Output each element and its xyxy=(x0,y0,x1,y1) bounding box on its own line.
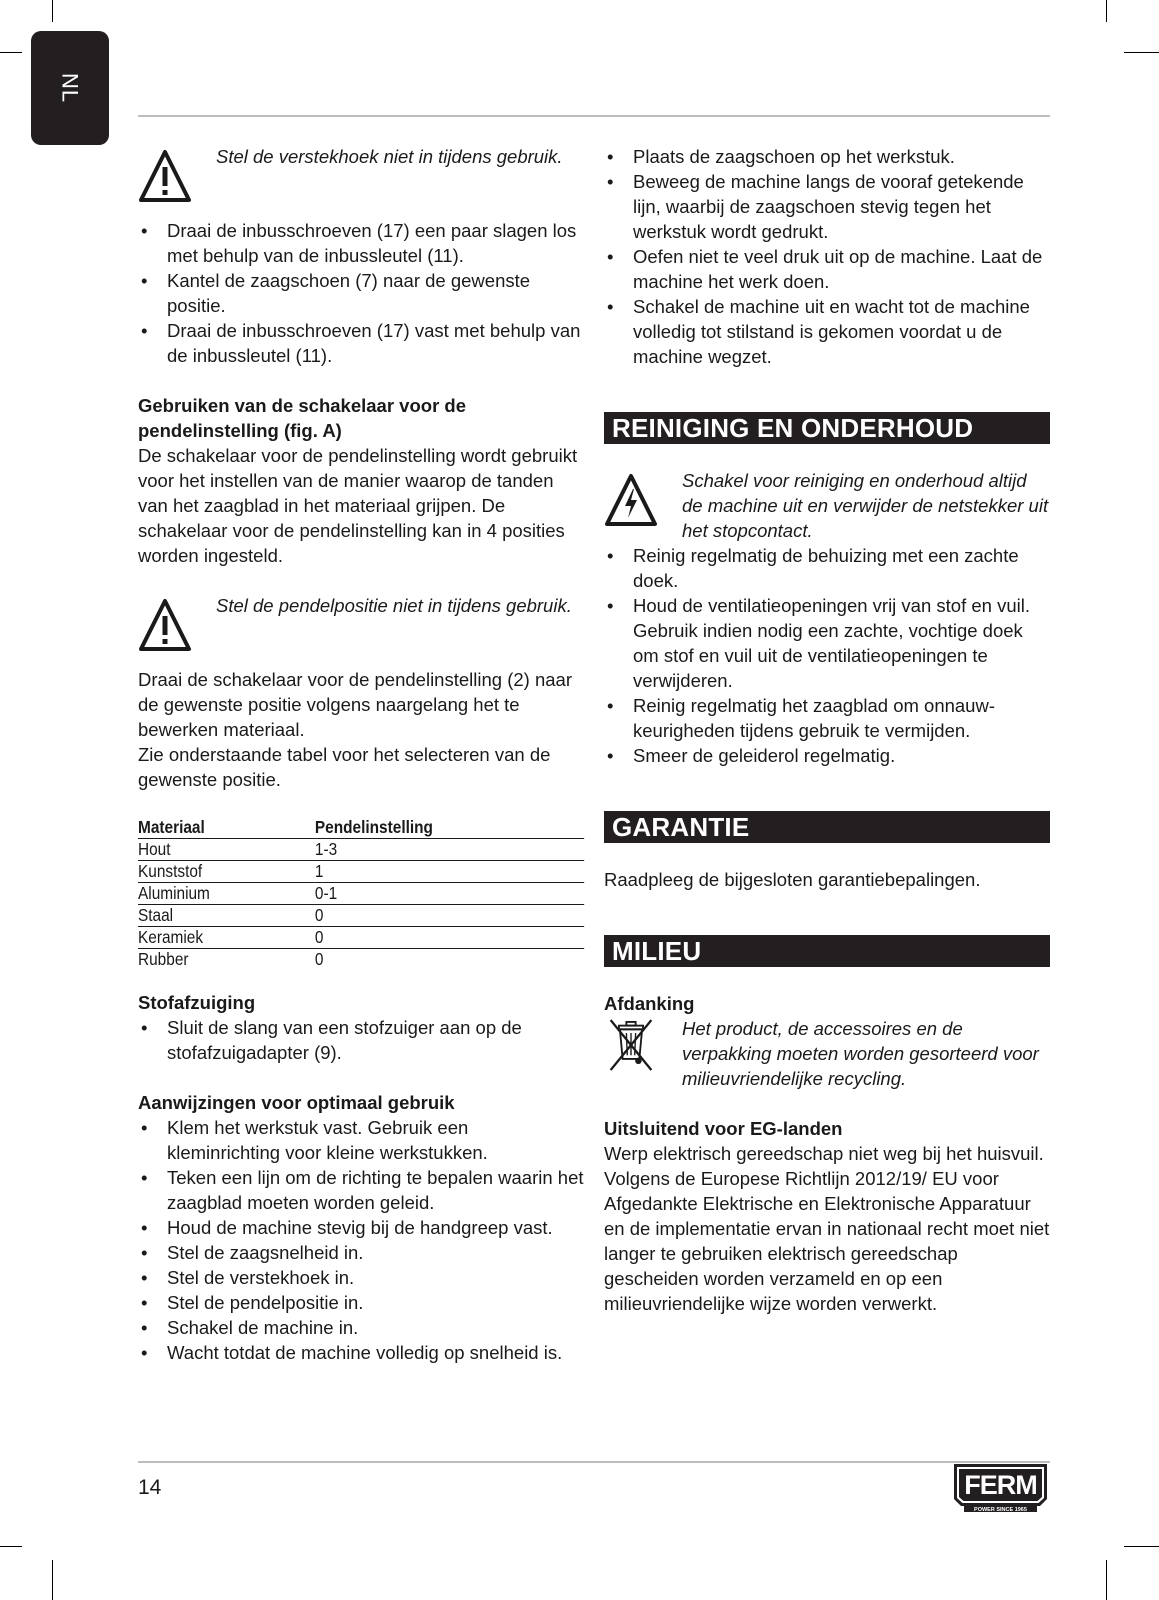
table-cell: 0-1 xyxy=(315,883,584,905)
section-title-environment: MILIEU xyxy=(604,935,1050,967)
table-row xyxy=(138,905,584,927)
crossed-bin-icon xyxy=(606,1018,656,1074)
warning-triangle-icon xyxy=(138,148,192,204)
paragraph: Zie onderstaande tabel voor het selecteren van de gewenste positie. xyxy=(138,744,551,790)
crop-mark xyxy=(52,0,53,22)
right-column xyxy=(604,144,1050,1316)
crop-mark xyxy=(0,1546,22,1547)
table-cell: Keramiek xyxy=(138,927,315,949)
section-title-warranty: GARANTIE xyxy=(604,811,1050,843)
list-item: • Schakel de machine in. xyxy=(138,1315,584,1340)
warning-triangle-icon xyxy=(138,597,192,653)
section-heading: Stofafzuiging xyxy=(138,992,256,1013)
list-item: • Houd de ventilatieopeningen vrij van stof en vuil. Gebruik indien nodig een zachte, vochtige doek om stof en vuil uit de ventilatieopeningen te verwijderen. xyxy=(604,593,1050,693)
table-cell: Hout xyxy=(138,839,315,861)
list-item: • Draai de inbusschroeven (17) een paar slagen los met behulp van de inbussleutel (11). xyxy=(138,218,584,268)
section-heading: Uitsluitend voor EG-landen xyxy=(604,1118,843,1139)
table-row xyxy=(138,949,584,971)
column-header: Pendelinstelling xyxy=(315,817,584,839)
table-cell: Aluminium xyxy=(138,883,315,905)
bullet-list xyxy=(138,1015,584,1065)
table-row xyxy=(138,883,584,905)
ferm-logo xyxy=(950,1461,1051,1513)
warning-text: Stel de verstekhoek niet in tijdens gebruik. xyxy=(216,146,563,167)
table-cell: Rubber xyxy=(138,949,189,969)
list-item: • Stel de zaagsnelheid in. xyxy=(138,1240,584,1265)
crop-mark xyxy=(1106,0,1107,22)
section-heading: Aanwijzingen voor optimaal gebruik xyxy=(138,1092,455,1113)
header-rule xyxy=(138,115,1050,117)
list-item: • Plaats de zaagschoen op het werkstuk. xyxy=(604,144,1050,169)
list-item: • Klem het werkstuk vast. Gebruik een kleminrichting voor kleine werkstukken. xyxy=(138,1115,584,1165)
list-item: • Sluit de slang van een stofzuiger aan op de stofafzuigadapter (9). xyxy=(138,1015,584,1065)
list-item: • Kantel de zaagschoen (7) naar de gewenste positie. xyxy=(138,268,584,318)
crop-mark xyxy=(1106,1560,1107,1600)
warning-text: Stel de pendelpositie niet in tijdens gebruik. xyxy=(216,595,572,616)
table-row xyxy=(138,839,584,861)
table-row xyxy=(138,861,584,883)
list-item: • Houd de machine stevig bij de handgreep vast. xyxy=(138,1215,584,1240)
list-item: • Stel de pendelpositie in. xyxy=(138,1290,584,1315)
crop-mark xyxy=(52,1560,53,1600)
language-label: NL xyxy=(57,72,83,104)
bullet-list xyxy=(604,543,1050,768)
list-item: • Oefen niet te veel druk uit op de machine. Laat de machine het werk doen. xyxy=(604,244,1050,294)
disposal-text: Het product, de accessoires en de verpakking moeten worden gesorteerd voor milieuvriendelijke recycling. xyxy=(682,1018,1039,1089)
table-row xyxy=(138,927,584,949)
list-item: • Beweeg de machine langs de vooraf getekende lijn, waarbij de zaagschoen stevig tegen het werkstuk wordt gedrukt. xyxy=(604,169,1050,244)
list-item: • Wacht totdat de machine volledig op snelheid is. xyxy=(138,1340,584,1365)
section-heading: Afdanking xyxy=(604,993,695,1014)
warning-text: Schakel voor reiniging en onderhoud altijd de machine uit en verwijder de netstekker uit het stopcontact. xyxy=(682,470,1049,541)
page-number: 14 xyxy=(138,1476,162,1499)
table-cell: 0 xyxy=(315,927,584,949)
table-cell: 1 xyxy=(315,861,584,883)
bullet-list xyxy=(604,144,1050,369)
left-column xyxy=(138,144,584,1365)
electric-hazard-icon xyxy=(604,472,658,528)
crop-mark xyxy=(1124,52,1159,53)
list-item: • Reinig regelmatig de behuizing met een zachte doek. xyxy=(604,543,1050,593)
crop-mark xyxy=(1124,1546,1159,1547)
warning-block xyxy=(604,468,1050,543)
paragraph: De schakelaar voor de pendelinstelling wordt gebruikt voor het instellen van de manier waarop de tanden van het zaagblad in het materiaal grijpen. De schakelaar voor de pendelinstelling kan in 4 posities worden ingesteld. xyxy=(138,445,578,566)
paragraph: Draai de schakelaar voor de pendelinstelling (2) naar de gewenste positie volgens naargelang het te bewerken materiaal. xyxy=(138,669,572,740)
list-item: • Draai de inbusschroeven (17) vast met behulp van de inbussleutel (11). xyxy=(138,318,584,368)
warning-block xyxy=(138,593,584,643)
table-cell: Staal xyxy=(138,905,315,927)
table-cell: 0 xyxy=(314,949,324,969)
logo-tagline: POWER SINCE 1965 xyxy=(974,1506,1027,1513)
list-item: • Schakel de machine uit en wacht tot de machine volledig tot stilstand is gekomen voordat u de machine wegzet. xyxy=(604,294,1050,369)
list-item: • Reinig regelmatig het zaagblad om onnauw-keurigheden tijdens gebruik te vermijden. xyxy=(604,693,1050,743)
paragraph: Werp elektrisch gereedschap niet weg bij het huisvuil. Volgens de Europese Richtlijn 2012/19/ EU voor Afgedankte Elektrische en Elektronische Apparatuur en de implementatie ervan in nationaal recht moet niet langer te gebruiken elektrisch gereedschap gescheiden worden verzameld en op een milieuvriendelijke wijze worden verwerkt. xyxy=(604,1143,1050,1314)
section-title-cleaning: REINIGING EN ONDERHOUD xyxy=(604,412,1050,444)
footer-rule xyxy=(138,1461,1050,1463)
table-cell: 1-3 xyxy=(315,839,584,861)
section-heading: Gebruiken van de schakelaar voor de pendelinstelling (fig. A) xyxy=(138,395,467,441)
bullet-list xyxy=(138,218,584,368)
list-item: • Stel de verstekhoek in. xyxy=(138,1265,584,1290)
material-table xyxy=(138,817,584,970)
table-cell: 0 xyxy=(315,905,584,927)
disposal-block xyxy=(604,1016,1050,1091)
paragraph: Raadpleeg de bijgesloten garantiebepalingen. xyxy=(604,869,981,890)
language-tab xyxy=(31,31,109,145)
bullet-list xyxy=(138,1115,584,1365)
table-header-row xyxy=(138,817,584,839)
logo-wordmark: FERM xyxy=(964,1470,1037,1500)
column-header: Materiaal xyxy=(138,817,315,839)
crop-mark xyxy=(0,52,22,53)
list-item: • Smeer de geleiderol regelmatig. xyxy=(604,743,1050,768)
table-cell: Kunststof xyxy=(138,861,315,883)
warning-block xyxy=(138,144,584,194)
list-item: • Teken een lijn om de richting te bepalen waarin het zaagblad moeten worden geleid. xyxy=(138,1165,584,1215)
